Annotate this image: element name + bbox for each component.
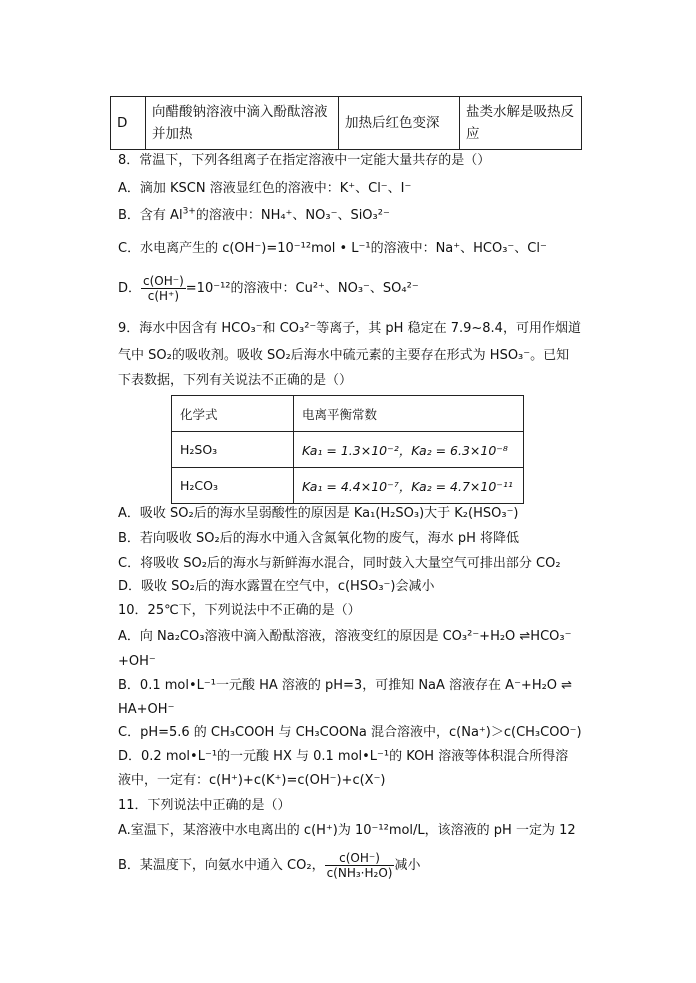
q9-line3: 下表数据，下列有关说法不正确的是（） [118,373,353,388]
q8-b-sup: 3+ [182,206,196,217]
q10-option-a-line1: A．向 Na₂CO₃溶液中滴入酚酞溶液，溶液变红的原因是 CO₃²⁻+H₂O ⇌HCO₃⁻ [118,629,572,644]
q8-option-b [118,207,390,225]
option-cell: D [111,97,146,150]
q11-option-a: A.室温下，某溶液中水电离出的 c(H⁺)为 10⁻¹²mol/L，该溶液的 pH 一定为 12 [118,823,576,838]
q10-option-d-line1: D．0.2 mol•L⁻¹的一元酸 HX 与 0.1 mol•L⁻¹的 KOH 溶液等体积混合所得溶 [118,749,569,764]
header-constant: 电离平衡常数 [294,396,524,432]
row-h2co3-formula: H₂CO₃ [172,468,294,504]
row-h2so3-formula: H₂SO₃ [172,432,294,468]
q9-line2: 气中 SO₂的吸收剂。吸收 SO₂后海水中硫元素的主要存在形式为 HSO₃⁻。已知 [118,348,570,363]
q10-stem: 10．25℃下，下列说法中不正确的是（） [118,603,361,618]
ionization-constant-table [171,395,524,504]
q8-d-post: =10⁻¹²的溶液中：Cu²⁺、NO₃⁻、SO₄²⁻ [185,281,419,296]
row-h2co3-constant: Ka₁ = 4.4×10⁻⁷，Ka₂ = 4.7×10⁻¹¹ [294,468,524,504]
q8-option-a: A．滴加 KSCN 溶液显红色的溶液中：K⁺、Cl⁻、I⁻ [118,181,412,196]
q8-option-d [118,270,419,308]
phenomenon-cell: 加热后红色变深 [339,97,460,150]
q11-b-numerator: c(OH⁻) [325,851,395,866]
row-h2so3-constant: Ka₁ = 1.3×10⁻²，Ka₂ = 6.3×10⁻⁸ [294,432,524,468]
q11-b-fraction [325,851,395,880]
q8-d-denominator: c(H⁺) [147,289,180,303]
conclusion-cell: 盐类水解是吸热反应 [460,97,582,150]
header-formula: 化学式 [172,396,294,432]
q8-d-fraction [141,274,186,303]
q9-option-c: C．将吸收 SO₂后的海水与新鲜海水混合，同时鼓入大量空气可排出部分 CO₂ [118,556,561,571]
q8-option-c: C．水电离产生的 c(OH⁻)=10⁻¹²mol • L⁻¹的溶液中：Na⁺、HCO₃⁻、Cl⁻ [118,241,547,256]
q11-option-b [118,846,420,886]
q11-stem: 11．下列说法中正确的是（） [118,798,291,813]
q10-option-b-line2: HA+OH⁻ [118,702,175,717]
operation-cell: 向醋酸钠溶液中滴入酚酞溶液并加热 [146,97,339,150]
answer-table-row-d [110,96,582,150]
q10-option-a-line2: +OH⁻ [118,654,156,669]
q8-d-numerator: c(OH⁻) [143,274,184,288]
q8-d-pre: D． [118,281,142,296]
q9-option-b: B．若向吸收 SO₂后的海水中通入含氮氧化物的废气，海水 pH 将降低 [118,531,520,546]
q11-b-post: 减小 [394,858,421,873]
q11-b-pre: B．某温度下，向氨水中通入 CO₂， [118,858,325,873]
q10-option-b-line1: B．0.1 mol•L⁻¹一元酸 HA 溶液的 pH=3，可推知 NaA 溶液存在 A⁻+H₂O ⇌ [118,678,573,693]
q11-b-denominator: c(NH₃·H₂O) [326,866,393,880]
q9-line1: 9．海水中因含有 HCO₃⁻和 CO₃²⁻等离子，其 pH 稳定在 7.9~8.4，可用作烟道 [118,321,581,336]
q8-b-pre: B．含有 Al [118,208,183,223]
q10-option-c: C．pH=5.6 的 CH₃COOH 与 CH₃COONa 混合溶液中，c(Na⁺)＞c(CH₃COO⁻) [118,725,582,740]
q8-stem: 8．常温下，下列各组离子在指定溶液中一定能大量共存的是（） [118,153,491,168]
q10-option-d-line2: 液中，一定有：c(H⁺)+c(K⁺)=c(OH⁻)+c(X⁻) [118,773,386,788]
q9-option-a: A．吸收 SO₂后的海水呈弱酸性的原因是 Ka₁(H₂SO₃)大于 K₂(HSO₃⁻) [118,506,519,521]
q8-b-post: 的溶液中：NH₄⁺、NO₃⁻、SiO₃²⁻ [195,208,390,223]
q9-option-d: D．吸收 SO₂后的海水露置在空气中，c(HSO₃⁻)会减小 [118,579,435,594]
